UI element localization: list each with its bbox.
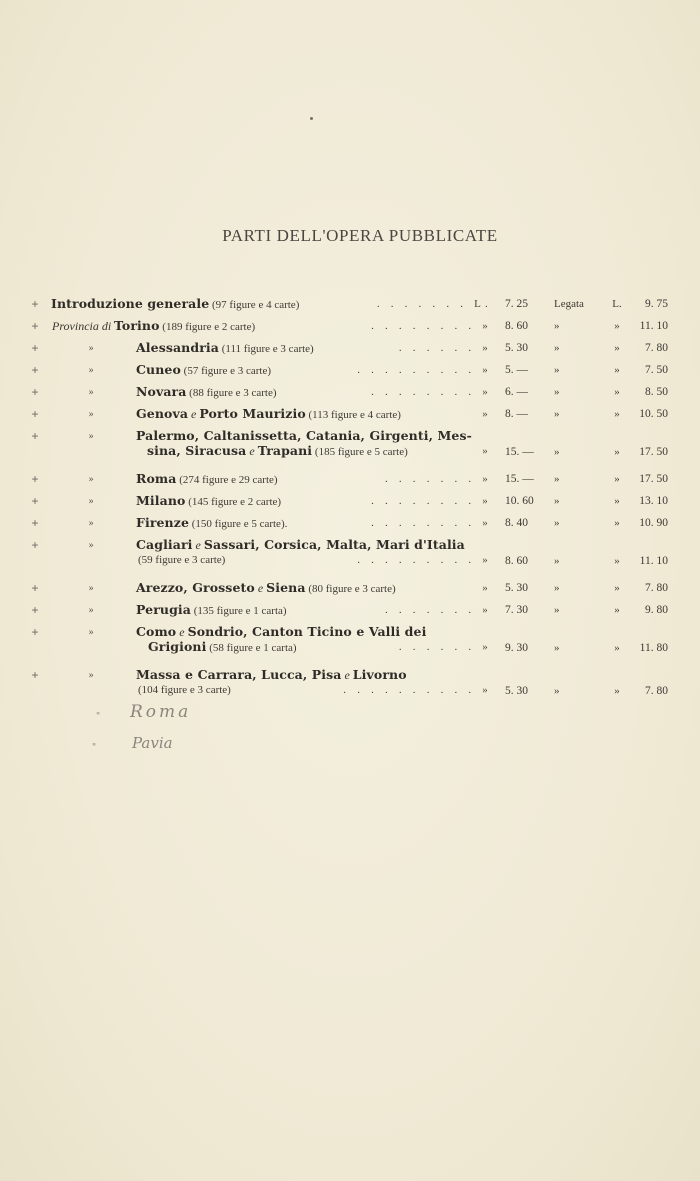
pen-tick-mark: + [31, 472, 39, 486]
bound-label: » [554, 517, 560, 529]
entry-title: Torino [113, 318, 160, 333]
list-item [0, 359, 700, 377]
dot-leader: . . . . . . . L. [376, 298, 492, 310]
entry-title: Cagliari [136, 537, 193, 552]
entry-title: Perugia [136, 602, 191, 617]
bound-label: » [554, 642, 560, 654]
pen-tick-mark: + [31, 538, 39, 552]
pen-tick-mark: + [31, 341, 39, 355]
ditto-mark: » [88, 475, 94, 485]
price-value: 5. 30 [505, 342, 528, 354]
hand-note-pavia: Pavia [132, 734, 173, 752]
entry-line [136, 577, 492, 599]
dot-leader: » [482, 582, 492, 594]
bound-price-value: 11. 10 [639, 555, 668, 567]
dot-leader: . . . . . . . . » [371, 386, 492, 398]
price-value: 5. — [505, 364, 528, 376]
entry-figures: (104 figure e 3 carte) [138, 684, 231, 696]
list-item [0, 293, 700, 311]
list-item [0, 315, 700, 333]
pen-tick-mark: + [31, 429, 39, 443]
entry-line [136, 359, 492, 381]
bound-currency: » [614, 473, 620, 485]
entry-title: Trapani [257, 443, 313, 458]
entry-conjunction: e [176, 625, 188, 639]
dot-leader: . . . . . . . . . » [357, 364, 492, 376]
bound-label: » [554, 342, 560, 354]
ditto-mark: » [88, 410, 94, 420]
hand-ditto-2: " [92, 743, 97, 753]
pen-tick-mark: + [31, 625, 39, 639]
entry-title: Sassari, Corsica, Malta, Mari d'Italia [203, 537, 465, 552]
dot-leader: » [482, 408, 492, 420]
bound-currency: » [614, 320, 620, 332]
list-item [0, 577, 700, 595]
pen-tick-mark: + [31, 407, 39, 421]
entry-figures: (97 figure e 4 carte) [209, 299, 300, 311]
bound-price-value: 7. 80 [645, 342, 668, 354]
price-value: 8. — [505, 408, 528, 420]
bound-currency: » [614, 685, 620, 697]
price-value: 7. 30 [505, 604, 528, 616]
bound-currency: » [614, 555, 620, 567]
entry-title: sina, Siracusa [147, 443, 247, 458]
bound-currency: » [614, 495, 620, 507]
hand-ditto-1: " [96, 712, 101, 722]
list-item [0, 403, 700, 421]
ditto-mark: » [88, 432, 94, 442]
bound-price-value: 7. 80 [645, 582, 668, 594]
entry-title: Siena [266, 580, 306, 595]
price-value: 8. 40 [505, 517, 528, 529]
list-item [0, 512, 700, 530]
dot-leader: . . . . . . . » [385, 473, 492, 485]
dot-leader: . . . . . . . » [385, 604, 492, 616]
bound-price-value: 10. 90 [639, 517, 668, 529]
dot-leader: . . . . . . . . . . » [343, 684, 492, 696]
entry-title: Livorno [352, 667, 407, 682]
list-item [0, 490, 700, 508]
dot-leader: . . . . . . . . » [371, 495, 492, 507]
hand-note-roma: Roma [130, 702, 192, 722]
bound-price-value: 17. 50 [639, 446, 668, 458]
list-item [0, 534, 700, 567]
list-item [0, 599, 700, 617]
bound-currency: » [614, 604, 620, 616]
bound-currency: » [614, 342, 620, 354]
bound-currency: L. [612, 298, 622, 310]
bound-currency: » [614, 582, 620, 594]
dot-leader: » [482, 445, 492, 457]
entry-line [136, 337, 492, 359]
ditto-mark: » [88, 344, 94, 354]
entry-figures: (58 figure e 1 carta) [206, 642, 297, 654]
entry-line [147, 440, 492, 462]
ditto-mark: » [88, 671, 94, 681]
dot-leader: . . . . . . » [398, 641, 492, 653]
page-title: PARTI DELL'OPERA PUBBLICATE [222, 226, 498, 245]
entry-title: Firenze [136, 515, 190, 530]
entry-line [136, 512, 492, 534]
pen-tick-mark: + [31, 668, 39, 682]
pen-tick-mark: + [31, 581, 39, 595]
entry-conjunction: e [254, 581, 267, 595]
dot-leader: . . . . . . . . . » [357, 554, 492, 566]
bound-label: » [554, 582, 560, 594]
entry-title: Roma [136, 471, 177, 486]
list-item [0, 468, 700, 486]
entry-figures: (80 figure e 3 carte) [305, 583, 396, 595]
entry-figures: (189 figure e 2 carte) [159, 321, 256, 333]
price-value: 9. 30 [505, 642, 528, 654]
bound-price-value: 13. 10 [639, 495, 668, 507]
entry-figures: (135 figure e 1 carta) [190, 605, 287, 617]
bound-price-value: 7. 80 [645, 685, 668, 697]
entry-line [136, 403, 492, 425]
entry-line [138, 549, 492, 571]
bound-price-value: 9. 80 [645, 604, 668, 616]
entry-title: Grigioni [148, 639, 207, 654]
entry-title: Cuneo [136, 362, 181, 377]
entry-prefix: Provincia di [52, 319, 112, 333]
bound-currency: » [614, 642, 620, 654]
pen-tick-mark: + [31, 494, 39, 508]
price-value: 5. 30 [505, 582, 528, 594]
ditto-mark: » [88, 606, 94, 616]
entry-conjunction: e [246, 444, 258, 458]
dot-leader: . . . . . . . . » [371, 517, 492, 529]
list-item [0, 381, 700, 399]
bound-label: » [554, 604, 560, 616]
entry-figures: (274 figure e 29 carte) [176, 474, 278, 486]
bound-price-value: 17. 50 [639, 473, 668, 485]
price-value: 6. — [505, 386, 528, 398]
list-item [0, 337, 700, 355]
pen-tick-mark: + [31, 385, 39, 399]
entry-figures: (113 figure e 4 carte) [305, 409, 401, 421]
entry-title: Como [136, 624, 177, 639]
entry-title: Milano [136, 493, 186, 508]
bound-price-value: 9. 75 [645, 298, 668, 310]
price-value: 8. 60 [505, 320, 528, 332]
list-item [0, 621, 700, 654]
bound-currency: » [614, 408, 620, 420]
price-value: 15. — [505, 446, 534, 458]
entry-line [148, 636, 492, 658]
price-value: 8. 60 [505, 555, 528, 567]
ditto-mark: » [88, 541, 94, 551]
price-value: 10. 60 [505, 495, 534, 507]
entry-conjunction: e [188, 407, 200, 421]
ditto-mark: » [88, 366, 94, 376]
entry-figures: (145 figure e 2 carte) [185, 496, 282, 508]
bound-price-value: 7. 50 [645, 364, 668, 376]
entry-title: Arezzo, Grosseto [136, 580, 255, 595]
entry-figures: (150 figure e 5 carte). [189, 518, 288, 530]
entry-line [52, 315, 492, 337]
entry-conjunction: e [341, 668, 353, 682]
ditto-mark: » [88, 388, 94, 398]
pen-tick-mark: + [31, 319, 39, 333]
bound-label: » [554, 495, 560, 507]
entry-title: Genova [136, 406, 189, 421]
entry-figures: (59 figure e 3 carte) [138, 554, 226, 566]
bound-label: » [554, 408, 560, 420]
speck-dot [310, 117, 313, 120]
ditto-mark: » [88, 584, 94, 594]
entry-title: Porto Maurizio [199, 406, 306, 421]
pen-tick-mark: + [31, 363, 39, 377]
entry-figures: (88 figure e 3 carte) [186, 387, 277, 399]
price-value: 15. — [505, 473, 534, 485]
entry-figures: (111 figure e 3 carte) [218, 343, 314, 355]
entry-line [138, 679, 492, 701]
ditto-mark: » [88, 519, 94, 529]
entry-title: Introduzione generale [51, 296, 210, 311]
entry-line [136, 490, 492, 512]
entry-figures: (185 figure e 5 carte) [312, 446, 408, 458]
dot-leader: . . . . . . . . » [371, 320, 492, 332]
entry-line [136, 381, 492, 403]
bound-label: Legata [554, 298, 584, 310]
bound-label: » [554, 320, 560, 332]
bound-currency: » [614, 386, 620, 398]
bound-label: » [554, 473, 560, 485]
bound-currency: » [614, 364, 620, 376]
entry-line [51, 293, 492, 315]
price-value: 5. 30 [505, 685, 528, 697]
entry-line [136, 599, 492, 621]
entry-line [136, 468, 492, 490]
price-value: 7. 25 [505, 298, 528, 310]
entry-title: Massa e Carrara, Lucca, Pisa [136, 667, 342, 682]
bound-currency: » [614, 517, 620, 529]
bound-label: » [554, 364, 560, 376]
ditto-mark: » [88, 628, 94, 638]
entry-title: Novara [136, 384, 187, 399]
list-item [0, 425, 700, 458]
dot-leader: . . . . . . » [398, 342, 492, 354]
entry-title: Sondrio, Canton Ticino e Valli dei [187, 624, 427, 639]
bound-label: » [554, 555, 560, 567]
bound-label: » [554, 685, 560, 697]
entry-figures: (57 figure e 3 carte) [180, 365, 272, 377]
bound-label: » [554, 386, 560, 398]
entry-title: Palermo, Caltanissetta, Catania, Girgenti, Mes- [136, 428, 472, 443]
bound-price-value: 11. 10 [639, 320, 668, 332]
entry-title: Alessandria [136, 340, 219, 355]
entry-conjunction: e [192, 538, 204, 552]
bound-price-value: 8. 50 [645, 386, 668, 398]
bound-price-value: 11. 80 [639, 642, 668, 654]
bound-currency: » [614, 446, 620, 458]
pen-tick-mark: + [31, 516, 39, 530]
list-item [0, 664, 700, 697]
pen-tick-mark: + [31, 297, 39, 311]
bound-label: » [554, 446, 560, 458]
pen-tick-mark: + [31, 603, 39, 617]
bound-price-value: 10. 50 [639, 408, 668, 420]
ditto-mark: » [88, 497, 94, 507]
